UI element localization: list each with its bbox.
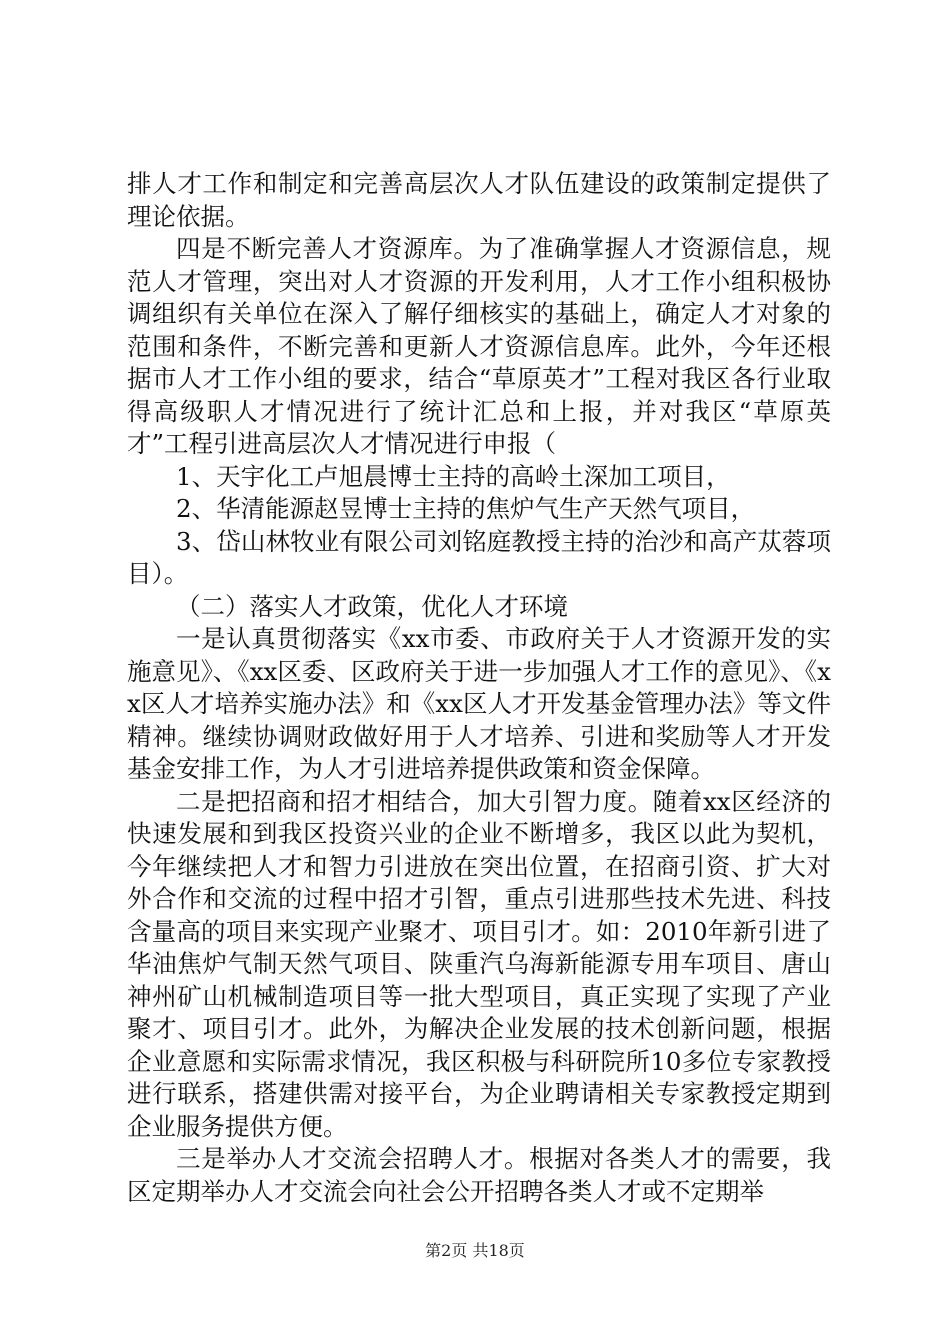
page-footer <box>0 1241 950 1261</box>
page-number: 第2页 共18页 <box>425 1241 525 1260</box>
paragraph: 一是认真贯彻落实《xx市委、市政府关于人才资源开发的实施意见》、《xx区委、区政府关于进一步加强人才工作的意见》、《xx区人才培养实施办法》和《xx区人才开发基金管理办法》等文件精神。继续协调财政做好用于人才培养、引进和奖励等人才开发基金安排工作，为人才引进培养提供政策和资金保障。 <box>127 624 831 783</box>
paragraph: 四是不断完善人才资源库。为了准确掌握人才资源信息，规范人才管理，突出对人才资源的开发利用，人才工作小组积极协调组织有关单位在深入了解仔细核实的基础上，确定人才对象的范围和条件，不断完善和更新人才资源信息库。此外，今年还根据市人才工作小组的要求，结合“草原英才”工程对我区各行业取得高级职人才情况进行了统计汇总和上报，并对我区“草原英才”工程引进高层次人才情况进行申报（ <box>127 234 831 458</box>
section-heading: （二）落实人才政策，优化人才环境 <box>176 591 568 621</box>
paragraph: 排人才工作和制定和完善高层次人才队伍建设的政策制定提供了理论依据。 <box>127 169 831 231</box>
list-item: 3、岱山林牧业有限公司刘铭庭教授主持的治沙和高产苁蓉项目）。 <box>127 526 831 588</box>
list-item: 2、华清能源赵昱博士主持的焦炉气生产天然气项目， <box>176 494 756 523</box>
paragraph: 三是举办人才交流会招聘人才。根据对各类人才的需要，我区定期举办人才交流会向社会公开招聘各类人才或不定期举 <box>127 1144 831 1206</box>
document-body <box>127 168 831 1208</box>
list-item: 1、天宇化工卢旭晨博士主持的高岭土深加工项目， <box>176 461 731 491</box>
paragraph: 二是把招商和招才相结合，加大引智力度。随着xx区经济的快速发展和到我区投资兴业的企业不断增多，我区以此为契机，今年继续把人才和智力引进放在突出位置，在招商引资、扩大对外合作和交流的过程中招才引智，重点引进那些技术先进、科技含量高的项目来实现产业聚才、项目引才。如：2010年新引进了华油焦炉气制天然气项目、陕重汽乌海新能源专用车项目、唐山神州矿山机械制造项目等一批大型项目，真正实现了实现了产业聚才、项目引才。此外，为解决企业发展的技术创新问题，根据企业意愿和实际需求情况，我区积极与科研院所10多位专家教授进行联系，搭建供需对接平台，为企业聘请相关专家教授定期到企业服务提供方便。 <box>127 786 831 1141</box>
